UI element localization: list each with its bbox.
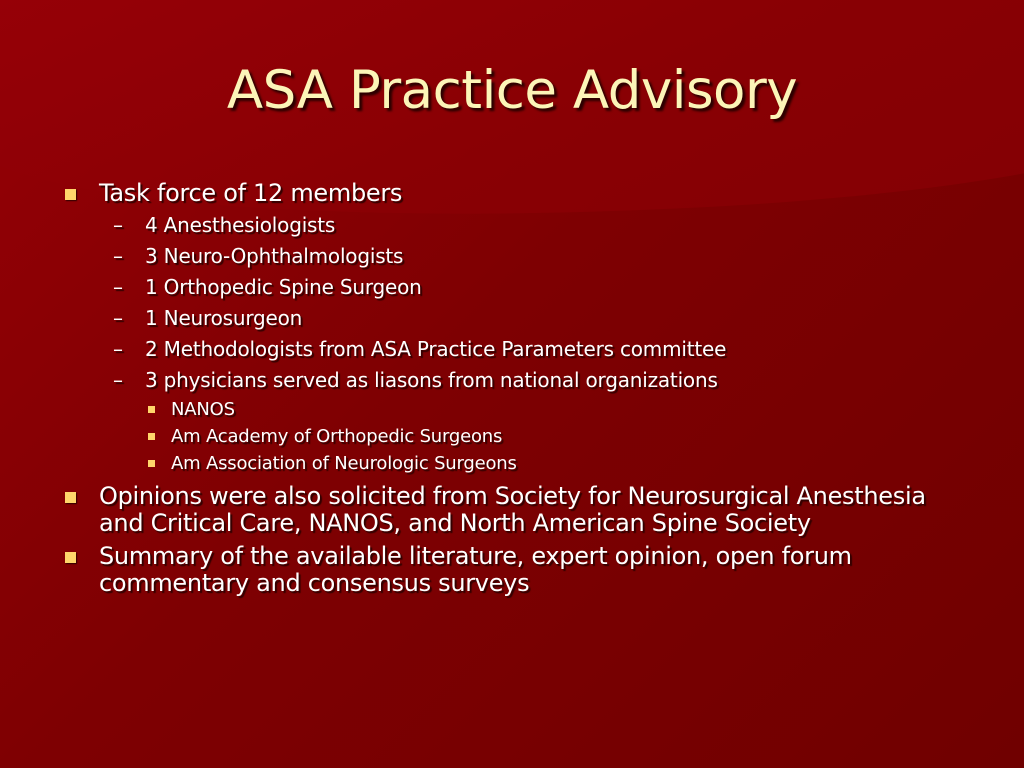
- bullet-text: Opinions were also solicited from Society for Neurosurgical Anesthesia and Critical Care, NANOS, and North American Spine Society: [99, 482, 926, 537]
- sub-bullet-text: 4 Anesthesiologists: [145, 213, 336, 237]
- bullet-text: Summary of the available literature, expert opinion, open forum commentary and consensus surveys: [99, 542, 852, 597]
- slide-body: [62, 180, 962, 603]
- sub-bullet-text: 3 physicians served as liasons from national organizations: [145, 368, 718, 392]
- sub-bullet-item: [99, 334, 962, 365]
- small-square-bullet-icon: [148, 460, 155, 467]
- sub-sub-bullet-text: Am Academy of Orthopedic Surgeons: [171, 426, 503, 447]
- sub-sub-bullet-item: [145, 396, 962, 423]
- square-bullet-icon: [65, 189, 76, 200]
- sub-bullet-list: [99, 210, 962, 477]
- sub-bullet-item: [99, 272, 962, 303]
- sub-sub-bullet-item: [145, 450, 962, 477]
- sub-bullet-item: [99, 210, 962, 241]
- bullet-item-task-force: [62, 180, 962, 477]
- bullet-list: [62, 180, 962, 597]
- square-bullet-icon: [65, 552, 76, 563]
- dash-bullet: –: [113, 244, 123, 268]
- sub-bullet-text: 1 Neurosurgeon: [145, 306, 303, 330]
- dash-bullet: –: [113, 368, 123, 392]
- sub-sub-bullet-text: Am Association of Neurologic Surgeons: [171, 453, 517, 474]
- dash-bullet: –: [113, 337, 123, 361]
- sub-bullet-item: [99, 241, 962, 272]
- small-square-bullet-icon: [148, 433, 155, 440]
- square-bullet-icon: [65, 492, 76, 503]
- bullet-item-opinions: [62, 483, 962, 537]
- sub-bullet-text: 3 Neuro-Ophthalmologists: [145, 244, 404, 268]
- sub-bullet-item: [99, 365, 962, 477]
- dash-bullet: –: [113, 275, 123, 299]
- sub-sub-bullet-item: [145, 423, 962, 450]
- sub-sub-bullet-text: NANOS: [171, 399, 235, 420]
- slide-title: ASA Practice Advisory: [226, 60, 798, 121]
- sub-bullet-text: 1 Orthopedic Spine Surgeon: [145, 275, 422, 299]
- bullet-text: Task force of 12 members: [99, 179, 403, 207]
- sub-bullet-text: 2 Methodologists from ASA Practice Parameters committee: [145, 337, 727, 361]
- dash-bullet: –: [113, 213, 123, 237]
- bullet-item-summary: [62, 543, 962, 597]
- small-square-bullet-icon: [148, 406, 155, 413]
- sub-sub-bullet-list: [145, 396, 962, 477]
- dash-bullet: –: [113, 306, 123, 330]
- sub-bullet-item: [99, 303, 962, 334]
